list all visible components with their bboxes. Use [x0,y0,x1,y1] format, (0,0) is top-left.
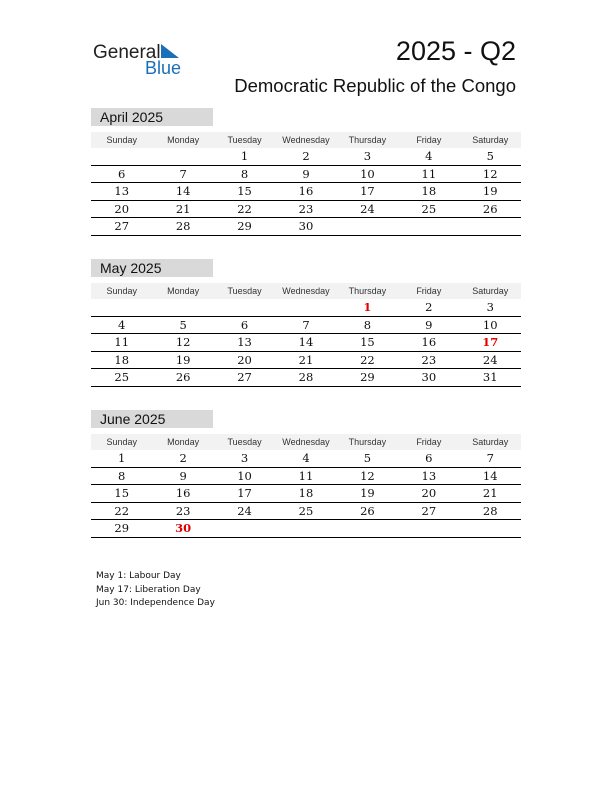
day-cell: 9 [179,468,187,483]
day-cell: 21 [482,486,498,500]
day-cell: 3 [363,149,372,163]
holiday-day-cell: 1 [363,300,372,314]
day-cell: 19 [360,486,375,500]
day-cell: 27 [237,370,252,384]
month-title: April 2025 [91,108,213,126]
brand-logo [93,40,193,80]
weekday-label: Wednesday [282,286,330,296]
month-block-may [91,259,521,387]
month-title: May 2025 [91,259,213,277]
month-block-june [91,410,521,538]
day-cell: 18 [114,352,130,367]
country-name: Democratic Republic of the Congo [234,75,516,96]
day-cell [460,520,521,537]
day-cell: 24 [482,352,498,367]
day-cell: 15 [360,335,375,349]
day-cell: 28 [482,503,498,518]
day-cell: 2 [179,451,187,465]
day-cell: 28 [298,370,314,384]
holiday-note: May 1: Labour Day [96,571,181,581]
day-cell: 7 [302,317,310,332]
week-row [91,520,521,538]
day-cell: 12 [360,468,375,483]
day-cell: 12 [482,166,498,181]
day-cell: 2 [425,300,433,314]
week-row [91,317,521,335]
day-cell: 14 [482,468,498,483]
day-cell: 26 [360,503,375,518]
day-cell: 10 [482,317,498,332]
day-cell: 14 [175,184,191,198]
day-cell: 21 [298,352,314,367]
page-title: 2025 - Q2 [395,36,516,66]
week-row [91,218,521,236]
day-cell: 4 [425,149,433,163]
day-cell: 10 [360,166,375,181]
day-cell: 25 [298,503,314,518]
day-cell: 12 [175,335,191,349]
day-cell [214,520,275,537]
weekday-label: Tuesday [227,135,262,145]
week-row [91,468,521,486]
day-cell: 16 [175,486,191,500]
logo-text-general: General [93,42,161,63]
day-cell [337,218,398,235]
day-cell: 27 [114,219,130,233]
day-cell: 30 [421,370,437,384]
day-cell: 26 [482,201,498,216]
weekday-label: Friday [416,135,442,145]
weekday-label: Wednesday [282,135,330,145]
day-cell: 25 [421,201,437,216]
day-cell: 11 [298,468,314,483]
day-cell: 3 [486,300,494,314]
day-cell: 18 [421,184,437,198]
month-block-april [91,108,521,236]
day-cell: 4 [118,317,126,332]
day-cell: 20 [237,352,252,367]
day-cell: 11 [114,335,130,349]
day-cell: 5 [363,451,372,465]
day-cell: 10 [237,468,252,483]
weekday-label: Thursday [348,135,387,145]
weekday-label: Monday [167,135,200,145]
day-cell: 8 [363,317,372,332]
day-cell: 17 [237,486,252,500]
day-cell: 13 [237,335,252,349]
weekday-label: Thursday [348,437,387,447]
day-cell: 23 [421,352,437,367]
day-cell: 29 [237,219,252,233]
day-cell: 29 [360,370,375,384]
day-cell: 26 [175,370,191,384]
day-cell: 7 [179,166,187,181]
day-cell: 22 [114,503,130,518]
weekday-label: Friday [416,437,442,447]
day-cell [398,520,459,537]
weekday-label: Sunday [106,286,137,296]
weekday-label: Tuesday [227,437,262,447]
week-row [91,485,521,503]
week-row [91,201,521,219]
weekday-header-row [91,132,521,148]
day-cell [214,299,275,316]
day-cell [275,520,336,537]
day-cell: 13 [421,468,437,483]
day-cell: 13 [114,184,130,198]
day-cell: 27 [421,503,437,518]
weekday-label: Tuesday [227,286,262,296]
day-cell: 1 [240,149,249,163]
day-cell: 5 [179,317,187,332]
day-cell: 20 [421,486,437,500]
weekday-label: Monday [167,286,200,296]
day-cell: 31 [482,370,498,384]
day-cell: 15 [237,184,252,198]
day-cell: 6 [425,451,433,465]
day-cell [460,218,521,235]
day-cell: 23 [298,201,314,216]
day-cell: 30 [298,219,314,233]
day-cell: 24 [237,503,252,518]
weekday-header-row [91,283,521,299]
week-row [91,183,521,201]
week-row [91,352,521,370]
holiday-notes [96,570,215,611]
day-cell: 21 [175,201,191,216]
week-row [91,503,521,521]
day-cell: 7 [486,451,494,465]
day-cell: 16 [298,184,314,198]
day-cell: 14 [298,335,314,349]
week-row [91,299,521,317]
weekday-header-row [91,434,521,450]
day-cell: 24 [360,201,375,216]
weekday-label: Saturday [472,437,509,447]
weekday-label: Saturday [472,286,509,296]
week-row [91,450,521,468]
month-title: June 2025 [91,410,213,428]
weekday-label: Sunday [106,437,137,447]
day-cell [152,148,213,165]
day-cell: 16 [421,335,437,349]
day-cell: 8 [118,468,126,483]
day-cell: 23 [175,503,191,518]
day-cell [91,148,152,165]
day-cell: 3 [240,451,249,465]
day-cell: 6 [240,317,249,332]
day-cell [152,299,213,316]
holiday-note: Jun 30: Independence Day [96,598,215,608]
week-row [91,166,521,184]
weekday-label: Monday [167,437,200,447]
week-row [91,369,521,387]
day-cell [91,299,152,316]
week-row [91,334,521,352]
weekday-label: Thursday [348,286,387,296]
day-cell [337,520,398,537]
day-cell: 11 [421,166,437,181]
day-cell: 22 [237,201,252,216]
weekday-label: Friday [416,286,442,296]
day-cell: 4 [302,451,310,465]
day-cell: 19 [482,184,498,198]
holiday-day-cell: 17 [482,335,499,349]
day-cell: 5 [486,149,494,163]
holiday-note: May 17: Liberation Day [96,584,201,595]
weekday-label: Wednesday [282,437,330,447]
day-cell: 9 [302,166,310,181]
day-cell: 22 [360,352,375,367]
day-cell: 29 [114,521,130,535]
day-cell [275,299,336,316]
day-cell: 8 [240,166,249,181]
day-cell: 6 [118,166,126,181]
weekday-label: Sunday [106,135,137,145]
day-cell: 19 [175,352,191,367]
weekday-label: Saturday [472,135,509,145]
day-cell: 18 [298,486,314,500]
day-cell: 25 [114,370,130,384]
day-cell: 1 [118,451,126,465]
day-cell: 2 [302,149,310,163]
day-cell: 15 [114,486,130,500]
day-cell: 28 [175,219,191,233]
day-cell [398,218,459,235]
week-row [91,148,521,166]
day-cell: 9 [425,317,433,332]
day-cell: 17 [360,184,375,198]
day-cell: 20 [114,201,130,216]
logo-text-blue: Blue [145,58,182,78]
holiday-day-cell: 30 [175,521,192,535]
